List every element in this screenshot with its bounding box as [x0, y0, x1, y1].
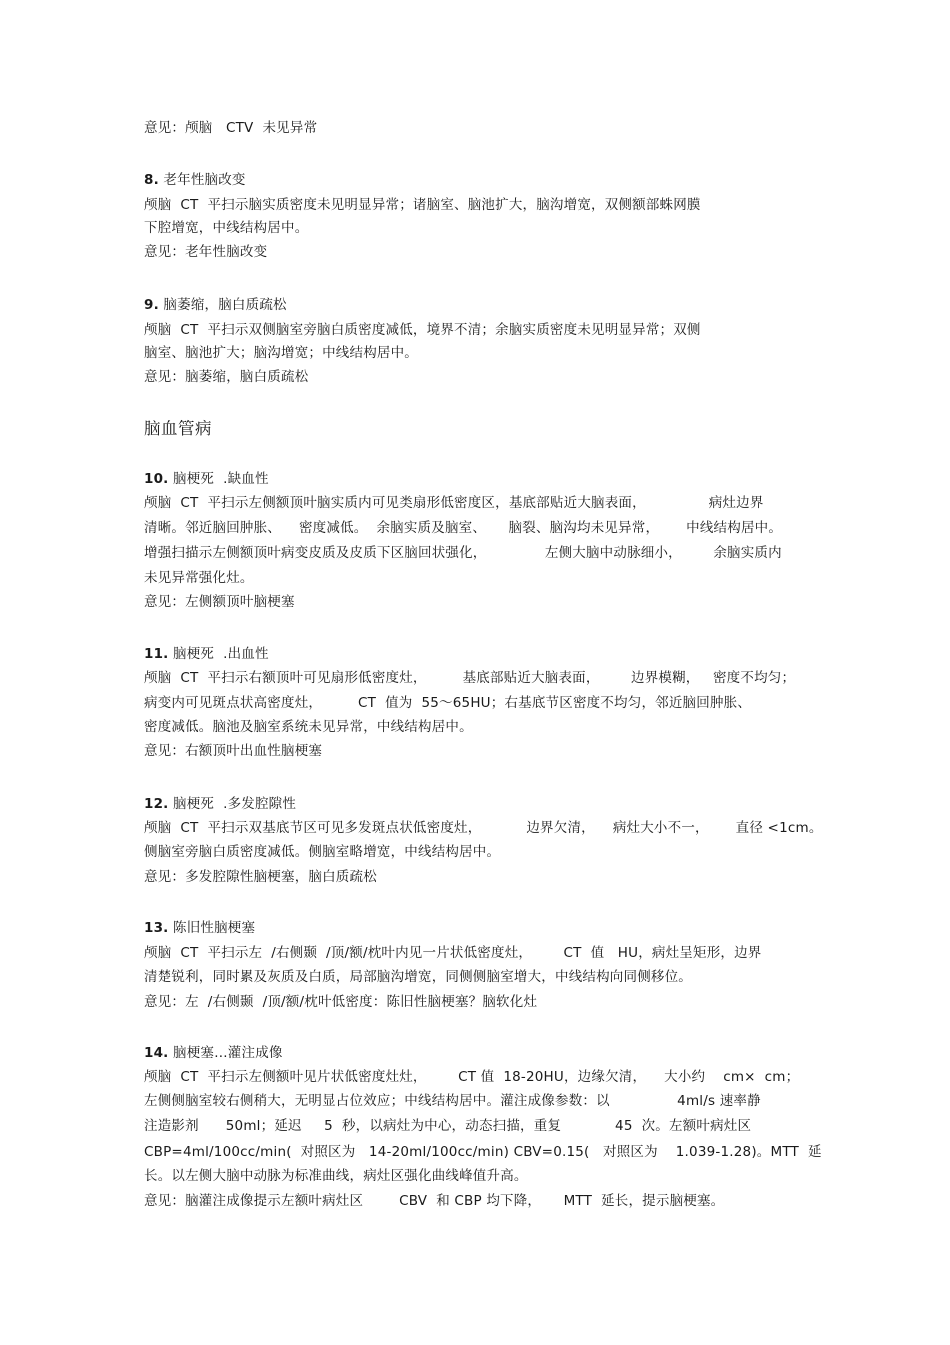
case-14-number: 14. [144, 1045, 169, 1061]
case-13-number: 13. [144, 920, 169, 936]
case-10-title: 脑梗死 .缺血性 [168, 471, 269, 487]
opinion-ctv: 意见：颅脑 CTV 未见异常 [144, 120, 318, 136]
case-14-heading [144, 1043, 283, 1063]
case-14-findings-2: 左侧侧脑室较右侧稍大，无明显占位效应；中线结构居中。灌注成像参数：以 4ml/s 速率静 [144, 1093, 761, 1109]
case-9-findings-2: 脑室、脑池扩大；脑沟增宽；中线结构居中。 [144, 345, 418, 361]
case-14-findings-1: 颅脑 CT 平扫示左侧额叶见片状低密度灶灶， CT 值 18-20HU，边缘欠清， 大小约 cm× cm； [144, 1069, 800, 1085]
case-13-findings-1: 颅脑 CT 平扫示左 /右侧颞 /顶/额/枕叶内见一片状低密度灶， CT 值 HU，病灶呈矩形，边界 [144, 945, 762, 961]
case-13-findings-2: 清楚锐利，同时累及灰质及白质，局部脑沟增宽，同侧侧脑室增大，中线结构向同侧移位。 [144, 969, 692, 985]
case-12-findings-1: 颅脑 CT 平扫示双基底节区可见多发斑点状低密度灶， 边界欠清， 病灶大小不一， 直径 <1cm。 [144, 820, 823, 836]
case-11-opinion: 意见：右额顶叶出血性脑梗塞 [144, 743, 323, 759]
case-10-findings-1: 颅脑 CT 平扫示左侧额顶叶脑实质内可见类扇形低密度区，基底部贴近大脑表面， 病灶边界 [144, 495, 764, 511]
case-11-title: 脑梗死 .出血性 [168, 646, 269, 662]
case-12-heading [144, 794, 296, 814]
case-13-heading [144, 918, 255, 938]
case-8-findings-1: 颅脑 CT 平扫示脑实质密度未见明显异常；诸脑室、脑池扩大，脑沟增宽，双侧额部蛛网膜 [144, 197, 701, 213]
case-9-title: 脑萎缩，脑白质疏松 [158, 297, 287, 313]
case-9-number: 9. [144, 297, 159, 313]
case-11-findings-2: 病变内可见斑点状高密度灶， CT 值为 55～65HU；右基底节区密度不均匀，邻近脑回肿胀、 [144, 695, 752, 711]
case-12-opinion: 意见：多发腔隙性脑梗塞，脑白质疏松 [144, 869, 377, 885]
case-9-heading [144, 295, 287, 315]
case-9-opinion: 意见：脑萎缩，脑白质疏松 [144, 369, 309, 385]
case-12-findings-2: 侧脑室旁脑白质密度减低。侧脑室略增宽，中线结构居中。 [144, 844, 501, 860]
case-10-opinion: 意见：左侧额顶叶脑梗塞 [144, 594, 295, 610]
case-14-findings-4: CBP=4ml/100cc/min( 对照区为 14-20ml/100cc/min) CBV=0.15( 对照区为 1.039-1.28)。MTT 延 [144, 1144, 822, 1160]
case-10-findings-4: 未见异常强化灶。 [144, 570, 254, 586]
case-12-number: 12. [144, 796, 169, 812]
case-8-number: 8. [144, 172, 159, 188]
case-14-opinion: 意见：脑灌注成像提示左额叶病灶区 CBV 和 CBP 均下降， MTT 延长，提示脑梗塞。 [144, 1193, 725, 1209]
case-14-findings-3: 注造影剂 50ml；延迟 5 秒，以病灶为中心，动态扫描，重复 45 次。左额叶病灶区 [144, 1118, 752, 1134]
case-10-number: 10. [144, 471, 169, 487]
case-8-findings-2: 下腔增宽，中线结构居中。 [144, 220, 309, 236]
case-11-heading [144, 644, 269, 664]
case-11-number: 11. [144, 646, 169, 662]
case-10-heading [144, 469, 269, 489]
case-14-title: 脑梗塞…灌注成像 [168, 1045, 283, 1061]
case-9-findings-1: 颅脑 CT 平扫示双侧脑室旁脑白质密度减低，境界不清；余脑实质密度未见明显异常；双侧 [144, 322, 701, 338]
case-13-opinion: 意见：左 /右侧颞 /顶/额/枕叶低密度：陈旧性脑梗塞？脑软化灶 [144, 994, 538, 1010]
case-13-title: 陈旧性脑梗塞 [168, 920, 256, 936]
case-12-title: 脑梗死 .多发腔隙性 [168, 796, 297, 812]
case-8-heading [144, 170, 246, 190]
case-8-title: 老年性脑改变 [158, 172, 246, 188]
case-11-findings-3: 密度减低。脑池及脑室系统未见异常，中线结构居中。 [144, 719, 473, 735]
case-10-findings-3: 增强扫描示左侧额顶叶病变皮质及皮质下区脑回状强化， 左侧大脑中动脉细小， 余脑实质内 [144, 545, 782, 561]
case-10-findings-2: 清晰。邻近脑回肿胀、 密度减低。 余脑实质及脑室、 脑裂、脑沟均未见异常， 中线结构居中。 [144, 520, 783, 536]
section-heading-cerebrovascular: 脑血管病 [144, 419, 212, 438]
case-8-opinion: 意见：老年性脑改变 [144, 244, 268, 260]
case-11-findings-1: 颅脑 CT 平扫示右额顶叶可见扇形低密度灶， 基底部贴近大脑表面， 边界模糊， 密度不均匀； [144, 670, 796, 686]
case-14-findings-5: 长。以左侧大脑中动脉为标准曲线，病灶区强化曲线峰值升高。 [144, 1168, 528, 1184]
